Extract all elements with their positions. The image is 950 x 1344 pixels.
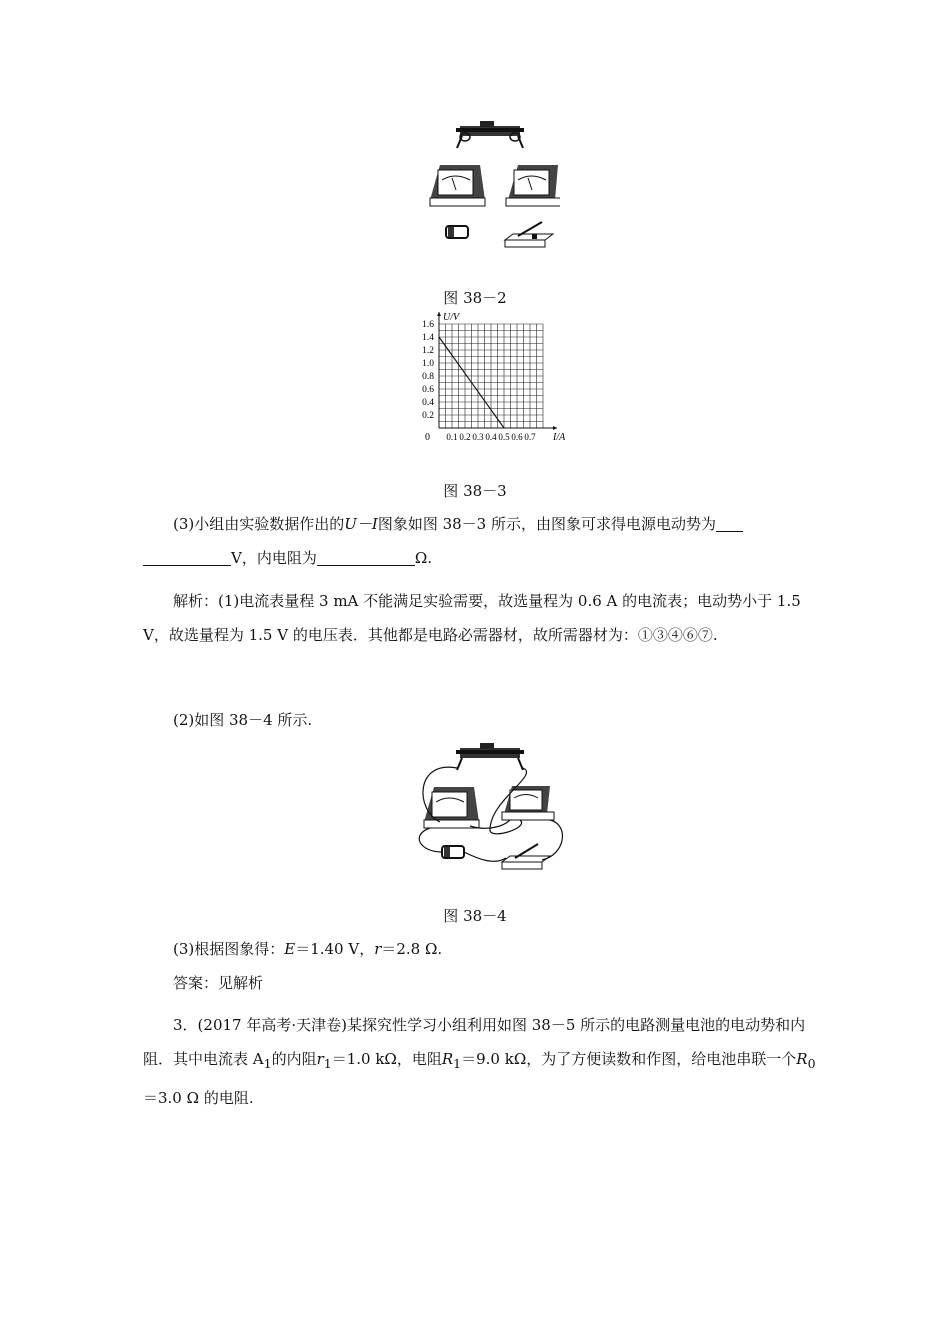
q3-ui-label: U－I [344, 515, 378, 533]
r1-symbol: r [316, 1050, 324, 1068]
emf-blank-cont [143, 549, 231, 566]
x-axis-arrow [553, 426, 557, 430]
chart-axes [437, 312, 557, 430]
R1-subscript: 1 [453, 1056, 462, 1071]
figure-38-2-caption: 图 38－2 [443, 289, 507, 307]
voltmeter-icon [424, 787, 479, 828]
a1-subscript: 1 [263, 1056, 272, 1071]
y-axis-arrow [437, 312, 441, 316]
figure-38-3-caption: 图 38－3 [443, 482, 507, 500]
x-axis-label: I/A [553, 432, 565, 443]
resistance-blank [317, 549, 415, 566]
y-tick-label: 0.2 [422, 411, 434, 421]
analysis-3 [143, 932, 823, 966]
emf-value: ＝1.40 V， [295, 940, 375, 958]
question-3-text [143, 507, 823, 575]
rheostat-icon [456, 743, 524, 770]
x-tick-label: 0.7 [524, 432, 536, 442]
R0-subscript: 0 [807, 1056, 816, 1071]
x-tick-label: 0.4 [485, 432, 497, 442]
x-tick-label: 0.2 [459, 432, 471, 442]
voltmeter-icon [430, 165, 485, 206]
r1-subscript: 1 [323, 1056, 332, 1071]
analysis-1: 解析：(1)电流表量程 3 mA 不能满足实验需要，故选量程为 0.6 A 的电流表；电动势小于 1.5 V，故选量程为 1.5 V 的电压表．其他都是电路必需器材，故所需器材为：①③④⑥⑦. [143, 592, 801, 644]
y-tick-label: 1.2 [422, 346, 434, 356]
q4-part-a: 3．(2017 年高考·天津卷)某探究性学习小组利用如图 38－5 所示的电路测量电池的电动势和内阻．其中电流表 A [143, 1016, 806, 1068]
q4-part-d: ＝9.0 kΩ，为了方便读数和作图，给电池串联一个 [461, 1050, 797, 1068]
switch-icon [502, 844, 550, 869]
y-tick-label: 0.6 [422, 385, 434, 395]
switch-icon [505, 222, 553, 247]
ammeter-icon [506, 165, 560, 206]
q3-volts: V，内电阻为 [231, 549, 317, 567]
ans3-prefix: (3)根据图象得： [173, 940, 285, 958]
figure-38-2-apparatus [420, 118, 560, 253]
ammeter-icon [502, 786, 554, 820]
emf-blank [716, 515, 743, 532]
chart-tick-labels [422, 312, 565, 443]
y-tick-label: 0.4 [422, 398, 434, 408]
y-tick-label: 1.4 [422, 333, 434, 343]
x-tick-label: 0.5 [498, 432, 510, 442]
q4-part-c: ＝1.0 kΩ，电阻 [331, 1050, 442, 1068]
R1-symbol: R [441, 1050, 454, 1068]
q3-part-a: (3)小组由实验数据作出的 [173, 515, 345, 533]
y-tick-label: 0.8 [422, 372, 434, 382]
rheostat-icon [456, 121, 524, 148]
y-axis-label: U/V [443, 312, 460, 323]
origin-label: 0 [425, 432, 430, 443]
r-value: ＝2.8 Ω. [381, 940, 443, 958]
R0-symbol: R [796, 1050, 808, 1068]
q3-ohm: Ω. [414, 549, 433, 567]
q3-part-b: 图象如图 38－3 所示，由图象可求得电源电动势为 [377, 515, 716, 533]
x-tick-label: 0.1 [446, 432, 458, 442]
r-symbol: r [374, 940, 382, 958]
battery-icon [442, 846, 464, 858]
figure-38-4-caption: 图 38－4 [443, 907, 507, 925]
x-tick-label: 0.6 [511, 432, 523, 442]
figure-38-4-apparatus [410, 740, 570, 880]
answer-line: 答案：见解析 [173, 974, 264, 992]
q4-part-e: ＝3.0 Ω 的电阻. [143, 1089, 254, 1107]
q4-part-b: 的内阻 [271, 1050, 317, 1068]
x-tick-label: 0.3 [472, 432, 484, 442]
analysis-2: (2)如图 38－4 所示. [173, 711, 313, 729]
battery-icon [446, 226, 468, 238]
emf-symbol: E [284, 940, 296, 958]
figure-38-3-chart [415, 310, 565, 448]
chart-grid [439, 324, 543, 428]
y-tick-label: 1.6 [422, 320, 434, 330]
question-3-new [143, 1008, 823, 1115]
y-tick-label: 1.0 [422, 359, 434, 369]
